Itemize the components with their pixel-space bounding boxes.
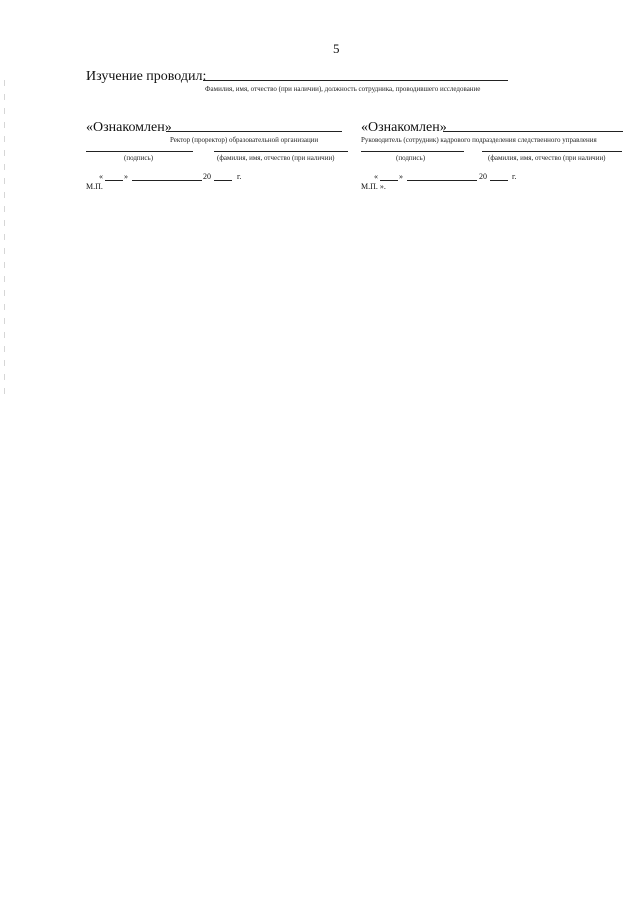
right-position-line: [443, 131, 623, 132]
study-label: Изучение проводил:: [86, 69, 207, 84]
left-name-caption: (фамилия, имя, отчество (при наличии): [217, 154, 335, 162]
left-seal-mark: М.П.: [86, 182, 103, 191]
right-date-close-quote: »: [399, 172, 403, 181]
right-signature-line: [361, 151, 464, 152]
left-day-line: [105, 180, 123, 181]
left-name-line: [214, 151, 348, 152]
left-month-line: [132, 180, 202, 181]
left-signature-caption: (подпись): [124, 154, 154, 162]
left-date-close-quote: »: [124, 172, 128, 181]
right-year-suffix: г.: [512, 172, 517, 181]
left-signature-line: [86, 151, 193, 152]
right-year-prefix: 20: [479, 172, 487, 181]
left-date-open-quote: «: [99, 172, 103, 181]
right-name-caption: (фамилия, имя, отчество (при наличии): [488, 154, 606, 162]
scan-edge-artifact: [4, 80, 5, 400]
right-day-line: [380, 180, 398, 181]
left-position-caption: Ректор (проректор) образовательной организации: [170, 136, 319, 144]
left-year-line: [214, 180, 232, 181]
right-name-line: [482, 151, 622, 152]
right-signature-caption: (подпись): [396, 154, 426, 162]
page-number: 5: [333, 41, 340, 56]
right-seal-mark: М.П. ».: [361, 182, 386, 191]
left-year-suffix: г.: [237, 172, 242, 181]
left-position-line: [166, 131, 342, 132]
study-name-line: [203, 80, 508, 81]
right-year-line: [490, 180, 508, 181]
right-date-open-quote: «: [374, 172, 378, 181]
right-position-caption: Руководитель (сотрудник) кадрового подразделения следственного управления: [361, 136, 597, 144]
right-acknowledged-label: «Ознакомлен»: [361, 120, 447, 135]
left-acknowledged-label: «Ознакомлен»: [86, 120, 172, 135]
right-month-line: [407, 180, 477, 181]
left-year-prefix: 20: [203, 172, 211, 181]
study-caption: Фамилия, имя, отчество (при наличии), должность сотрудника, проводившего исследование: [205, 85, 481, 93]
